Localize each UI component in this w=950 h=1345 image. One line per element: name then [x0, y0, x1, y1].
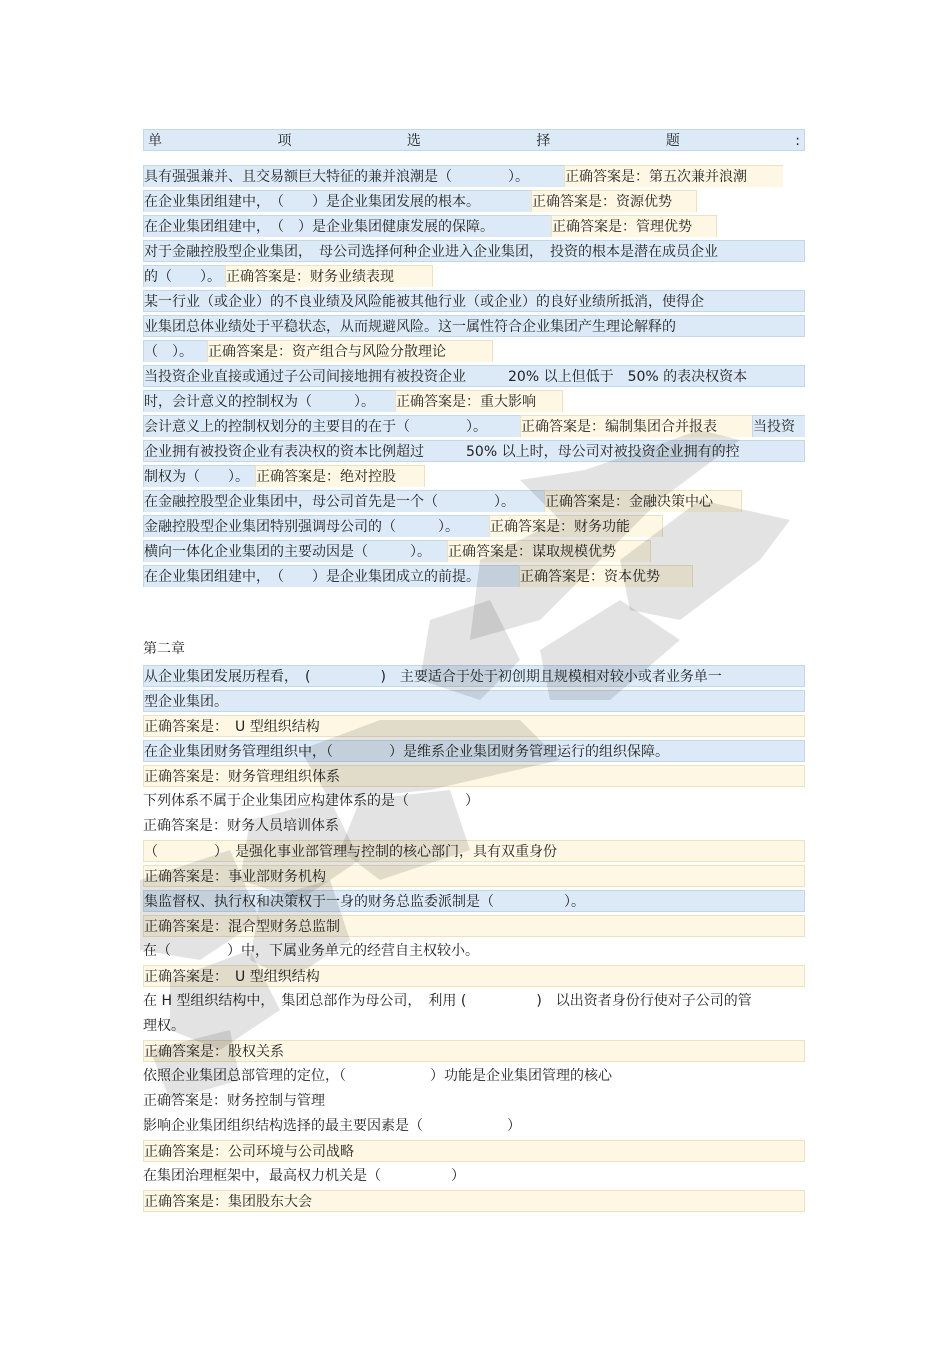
text-line	[143, 290, 805, 312]
question-text: 从企业集团发展历程看， ( ) 主要适合于处于初创期且规模相对较小或者业务单一	[144, 669, 722, 685]
text-line	[143, 990, 805, 1012]
question-text: 会计意义上的控制权划分的主要目的在于（ ）。	[143, 415, 522, 437]
text-line	[143, 790, 805, 812]
text-line	[143, 1190, 805, 1212]
section-heading	[143, 129, 805, 151]
question-text: 当投资	[752, 415, 805, 437]
chapter-title: 第二章	[143, 641, 185, 657]
heading-char: 选	[406, 133, 421, 149]
question-text: 具有强强兼并、且交易额巨大特征的兼并浪潮是（ ）。	[143, 165, 566, 187]
question-text: 在集团治理框架中，最高权力机关是（ ）	[143, 1168, 465, 1184]
text-line	[143, 1165, 805, 1187]
text-line	[143, 265, 433, 287]
text-line	[143, 1115, 805, 1137]
text-line	[143, 840, 805, 862]
text-line	[143, 540, 653, 562]
heading-char: 择	[536, 133, 551, 149]
answer-text: 正确答案是：财务控制与管理	[143, 1093, 325, 1109]
question-text: 型企业集团。	[144, 694, 228, 710]
question-text: 在企业集团财务管理组织中，（ ）是维系企业集团财务管理运行的组织保障。	[144, 744, 669, 760]
answer-text: 正确答案是：资产组合与风险分散理论	[207, 340, 493, 362]
text-line	[143, 165, 783, 187]
text-line	[143, 940, 805, 962]
question-text: 在企业集团组建中， （ ）是企业集团发展的根本。	[143, 190, 533, 212]
text-line	[143, 865, 805, 887]
answer-text: 正确答案是：财务管理组织体系	[144, 769, 340, 785]
text-line	[143, 815, 805, 837]
text-line	[143, 490, 743, 512]
text-line	[143, 890, 805, 912]
heading-char: 项	[277, 133, 292, 149]
question-text: 在 H 型组织结构中， 集团总部作为母公司， 利用 ( ) 以出资者身份行使对子公司的管	[143, 993, 752, 1009]
answer-text: 正确答案是：混合型财务总监制	[144, 919, 340, 935]
heading-char: 题	[665, 133, 680, 149]
answer-text: 正确答案是：第五次兼并浪潮	[564, 165, 783, 187]
text-line	[143, 340, 493, 362]
text-line	[143, 465, 425, 487]
text-line	[143, 1040, 805, 1062]
heading-char: 单	[148, 133, 162, 149]
text-line	[143, 740, 805, 762]
answer-text: 正确答案是：财务业绩表现	[225, 265, 433, 287]
question-text: 影响企业集团组织结构选择的最主要因素是（ ）	[143, 1118, 521, 1134]
answer-text: 正确答案是：财务功能	[489, 515, 663, 537]
question-text: 时，会计意义的控制权为（ ）。	[143, 390, 397, 412]
answer-text: 正确答案是：重大影响	[395, 390, 563, 412]
question-text: 当投资企业直接或通过子公司间接地拥有被投资企业 20% 以上但低于 50% 的表决权资本	[144, 369, 748, 385]
text-line	[143, 215, 723, 237]
question-text: 在（ ）中，下属业务单元的经营自主权较小。	[143, 943, 479, 959]
answer-text: 正确答案是：编制集团合并报表	[520, 415, 754, 437]
question-text: 制权为（ ）。	[143, 465, 257, 487]
text-line	[143, 690, 805, 712]
text-line	[143, 315, 805, 337]
text-line	[143, 665, 805, 687]
question-text: 对于金融控股型企业集团， 母公司选择何种企业进入企业集团， 投资的根本是潜在成员企业	[144, 244, 718, 260]
question-text: 理权。	[143, 1018, 185, 1034]
answer-text: 正确答案是：资源优势	[531, 190, 697, 212]
question-text: 的（ ）。	[143, 265, 227, 287]
question-text: 在金融控股型企业集团中，母公司首先是一个（ ）。	[143, 490, 546, 512]
text-line	[143, 965, 805, 987]
text-line	[143, 390, 563, 412]
text-line	[143, 240, 805, 262]
question-text: 金融控股型企业集团特别强调母公司的（ ）。	[143, 515, 491, 537]
answer-text: 正确答案是：集团股东大会	[144, 1194, 312, 1210]
text-line	[143, 190, 703, 212]
text-line	[143, 1015, 805, 1037]
text-line	[143, 715, 805, 737]
answer-text: 正确答案是：资本优势	[519, 565, 693, 587]
answer-text: 正确答案是： U 型组织结构	[144, 969, 320, 985]
answer-text: 正确答案是：财务人员培训体系	[143, 818, 339, 834]
answer-text: 正确答案是：绝对控股	[255, 465, 425, 487]
text-line	[143, 1140, 805, 1162]
answer-text: 正确答案是：股权关系	[144, 1044, 284, 1060]
question-text: （ ）。	[143, 340, 209, 362]
answer-text: 正确答案是：管理优势	[551, 215, 717, 237]
answer-text: 正确答案是： U 型组织结构	[144, 719, 320, 735]
text-line	[143, 365, 805, 387]
question-text: 在企业集团组建中， （ ）是企业集团成立的前提。	[143, 565, 521, 587]
question-text: 下列体系不属于企业集团应构建体系的是（ ）	[143, 793, 479, 809]
question-text: 集监督权、执行权和决策权于一身的财务总监委派制是（ ）。	[144, 894, 585, 910]
question-text: 依照企业集团总部管理的定位，（ ）功能是企业集团管理的核心	[143, 1068, 612, 1084]
text-line	[143, 515, 663, 537]
answer-text: 正确答案是：公司环境与公司战略	[144, 1144, 354, 1160]
answer-text: 正确答案是：事业部财务机构	[144, 869, 326, 885]
text-line	[143, 1065, 805, 1087]
question-text: （ ） 是强化事业部管理与控制的核心部门，具有双重身份	[144, 844, 557, 860]
question-text: 某一行业（或企业）的不良业绩及风险能被其他行业（或企业）的良好业绩所抵消，使得企	[144, 294, 704, 310]
question-text: 企业拥有被投资企业有表决权的资本比例超过 50% 以上时，母公司对被投资企业拥有的控	[144, 444, 740, 460]
text-line	[143, 415, 805, 437]
text-line	[143, 915, 805, 937]
answer-text: 正确答案是：金融决策中心	[544, 490, 742, 512]
answer-text: 正确答案是：谋取规模优势	[447, 540, 651, 562]
text-line	[143, 1090, 805, 1112]
text-line	[143, 765, 805, 787]
question-text: 横向一体化企业集团的主要动因是（ ）。	[143, 540, 449, 562]
question-text: 业集团总体业绩处于平稳状态，从而规避风险。这一属性符合企业集团产生理论解释的	[144, 319, 676, 335]
text-line	[143, 440, 805, 462]
question-text: 在企业集团组建中， （ ）是企业集团健康发展的保障。	[143, 215, 553, 237]
heading-char: :	[795, 133, 800, 149]
text-line	[143, 565, 693, 587]
